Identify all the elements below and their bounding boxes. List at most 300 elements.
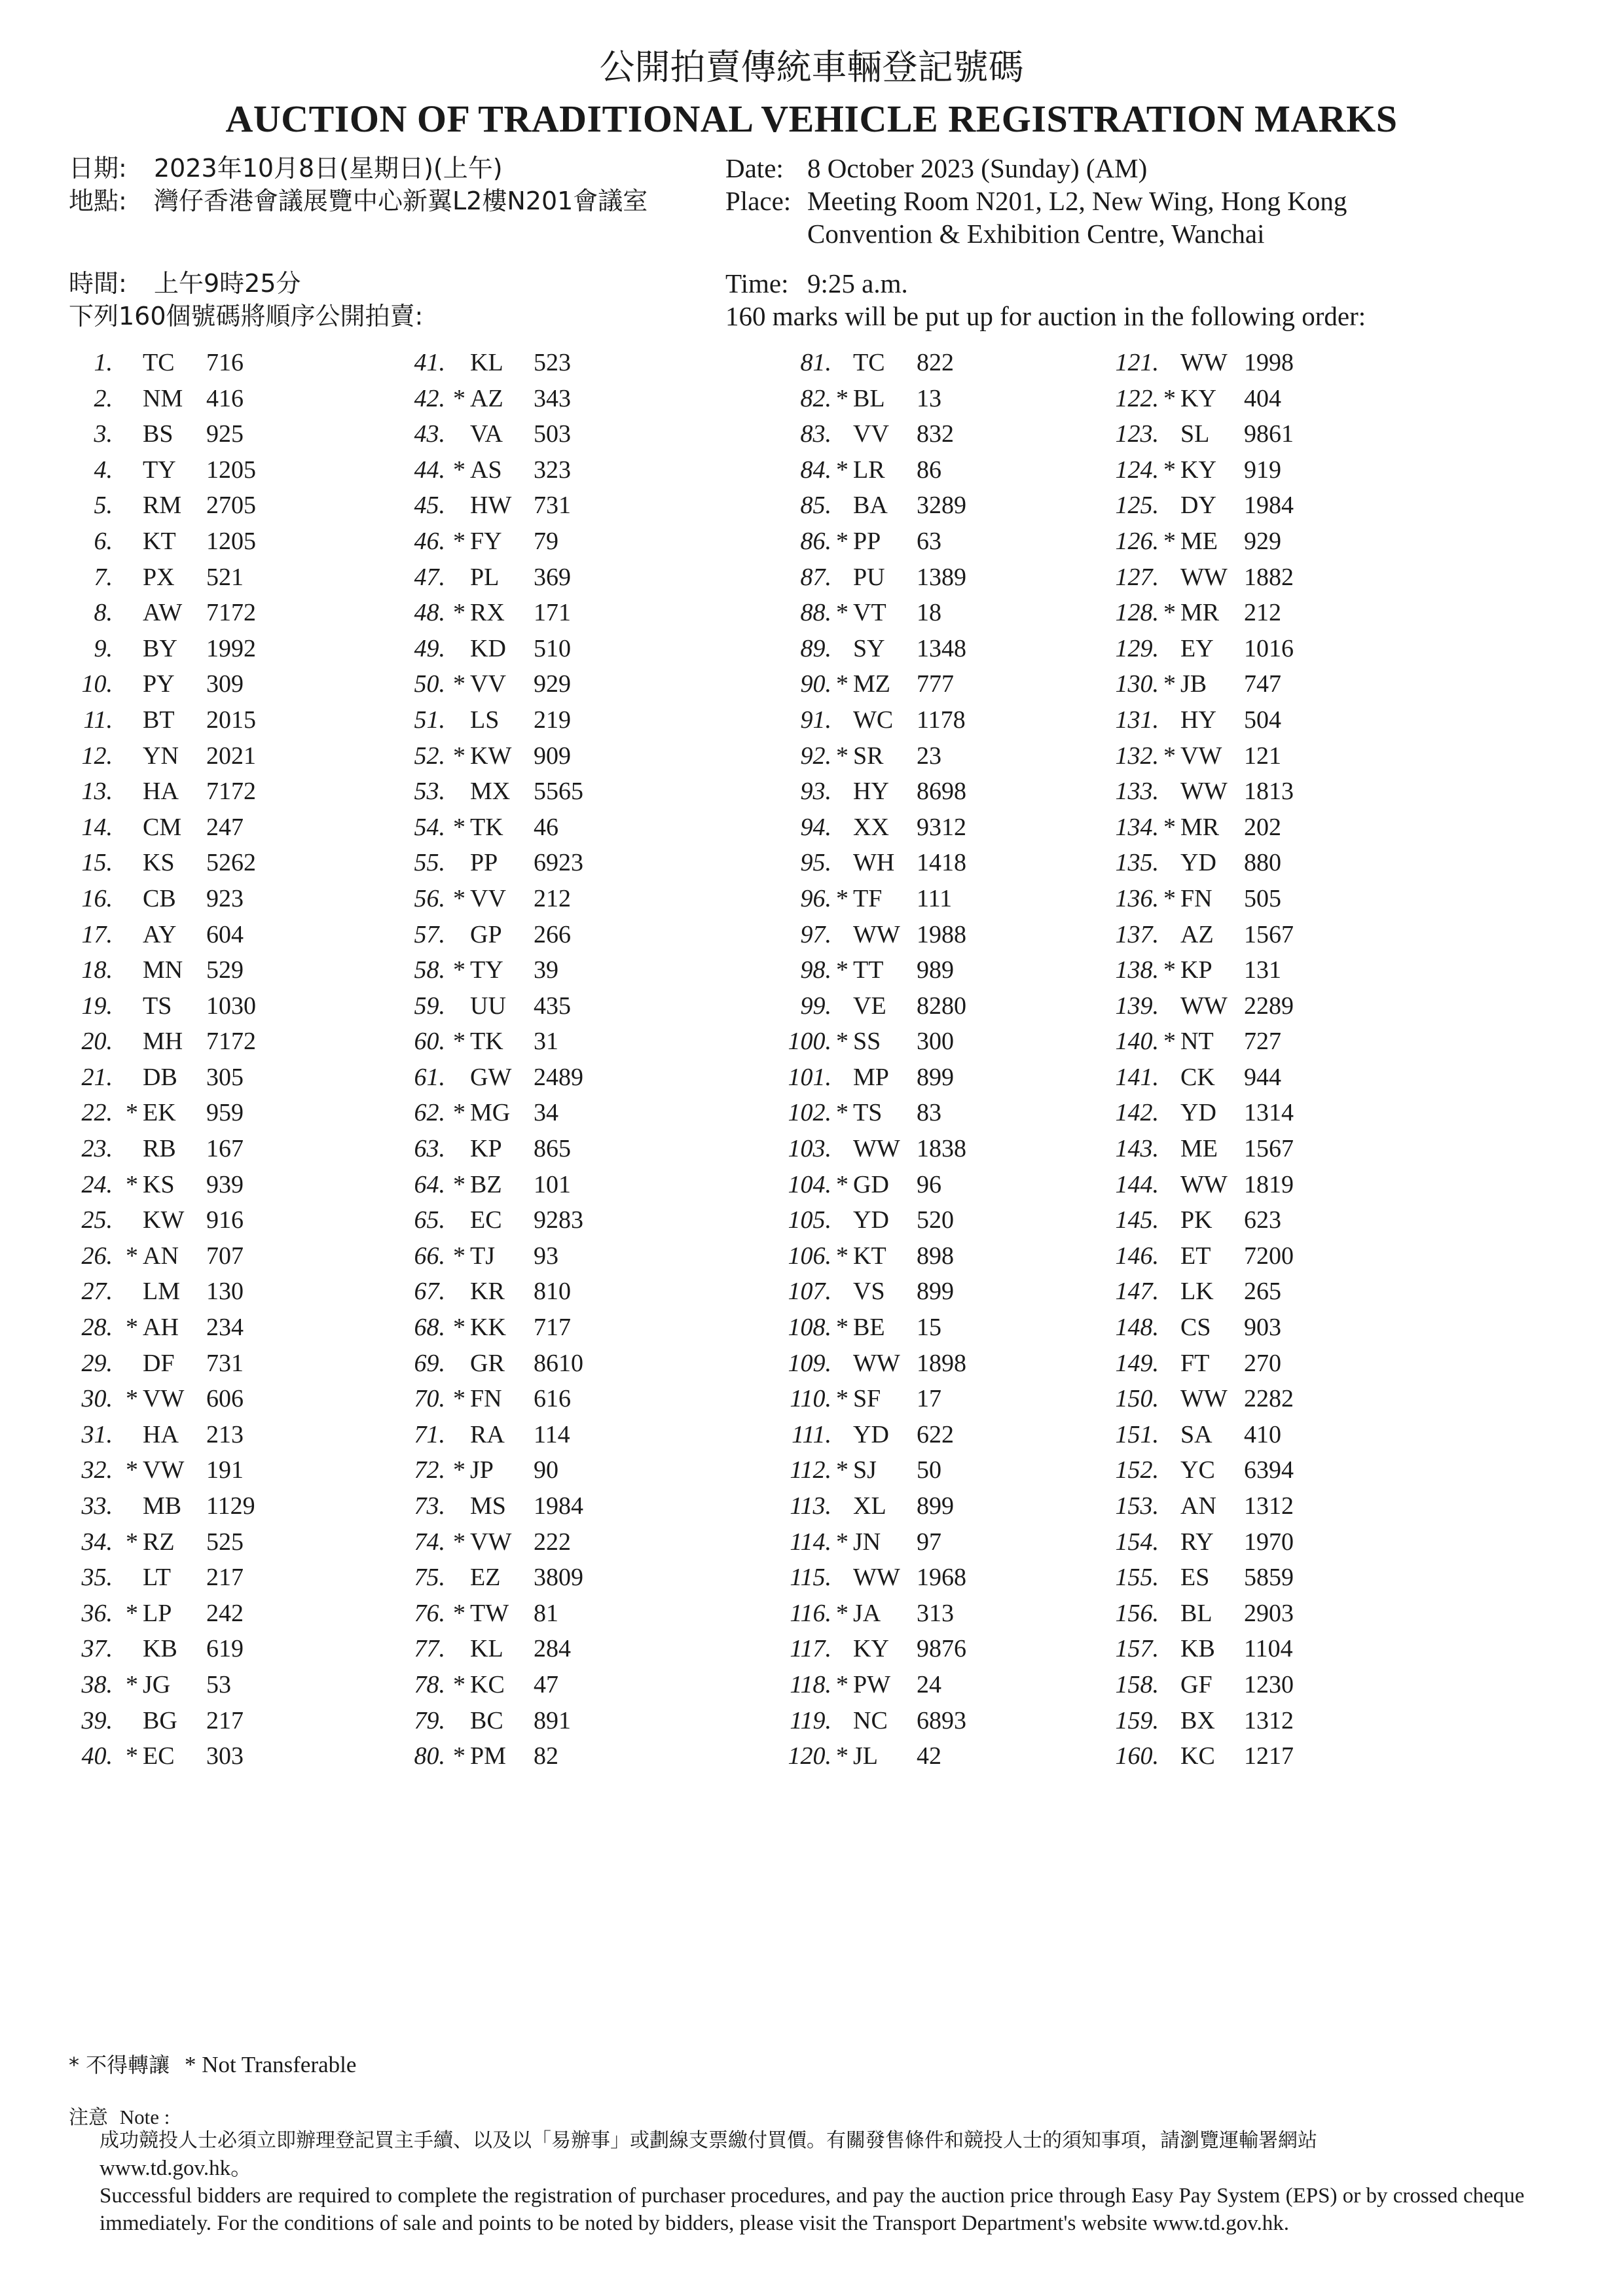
order-text-en: 160 marks will be put up for auction in the following order: — [725, 301, 1366, 331]
mark-row — [717, 1202, 1018, 1238]
mark-row — [717, 381, 1018, 417]
mark-number: 131. — [1115, 706, 1159, 734]
mark-prefix: HY — [1180, 706, 1216, 734]
mark-number: 104. — [788, 1170, 831, 1198]
mark-number: 71. — [414, 1420, 445, 1448]
mark-row — [39, 1417, 340, 1453]
not-transferable-marker: * — [453, 1599, 465, 1627]
mark-prefix: YD — [1180, 849, 1216, 877]
mark-number: 117. — [790, 1635, 831, 1663]
mark-digits: 369 — [534, 563, 571, 591]
mark-row — [39, 1310, 340, 1346]
mark-row — [1048, 631, 1349, 667]
mark-row — [1048, 1488, 1349, 1524]
mark-row — [1048, 1381, 1349, 1417]
mark-number: 25. — [81, 1206, 113, 1234]
note-label-en: Note : — [119, 2106, 170, 2128]
mark-prefix: VA — [470, 420, 503, 448]
mark-prefix: FN — [470, 1385, 502, 1413]
mark-prefix: SF — [853, 1385, 881, 1413]
mark-row — [1048, 1452, 1349, 1488]
not-transferable-marker: * — [453, 1242, 465, 1270]
mark-digits: 284 — [534, 1635, 571, 1663]
mark-row — [39, 1524, 340, 1560]
mark-digits: 1988 — [917, 920, 966, 948]
mark-prefix: EC — [470, 1206, 502, 1234]
mark-number: 62. — [414, 1099, 445, 1127]
mark-row — [1048, 1095, 1349, 1131]
not-transferable-marker: * — [836, 956, 848, 984]
mark-number: 132. — [1115, 742, 1159, 770]
mark-prefix: NM — [143, 384, 183, 412]
mark-number: 136. — [1115, 884, 1159, 912]
time-zh-block — [69, 267, 423, 332]
mark-number: 78. — [414, 1670, 445, 1698]
mark-row — [717, 881, 1018, 917]
place-label-en: Place: — [725, 186, 792, 216]
mark-row — [1048, 1703, 1349, 1739]
mark-prefix: FY — [470, 527, 502, 555]
mark-prefix: MP — [853, 1063, 889, 1091]
mark-number: 65. — [414, 1206, 445, 1234]
mark-row — [367, 881, 668, 917]
mark-prefix: JN — [853, 1528, 881, 1556]
mark-number: 113. — [790, 1492, 831, 1520]
mark-prefix: YN — [143, 742, 179, 770]
mark-row — [39, 1560, 340, 1596]
mark-row — [367, 1524, 668, 1560]
mark-prefix: XL — [853, 1492, 886, 1520]
mark-row — [367, 345, 668, 381]
mark-number: 94. — [800, 813, 831, 841]
mark-digits: 46 — [534, 813, 558, 841]
mark-prefix: UU — [470, 992, 506, 1020]
mark-number: 87. — [800, 563, 831, 591]
mark-digits: 309 — [206, 670, 244, 698]
not-transferable-marker: * — [453, 1528, 465, 1556]
mark-digits: 9283 — [534, 1206, 583, 1234]
mark-prefix: MB — [143, 1492, 182, 1520]
mark-digits: 90 — [534, 1456, 558, 1484]
mark-number: 80. — [414, 1742, 445, 1770]
mark-row — [367, 1631, 668, 1667]
mark-digits: 7172 — [206, 1028, 256, 1056]
mark-prefix: LR — [853, 456, 885, 484]
mark-prefix: DY — [1180, 492, 1216, 520]
mark-prefix: ME — [1180, 1135, 1218, 1163]
time-en-block — [725, 267, 1366, 332]
mark-prefix: PW — [853, 1670, 890, 1698]
mark-digits: 17 — [917, 1385, 941, 1413]
not-transferable-marker: * — [836, 1242, 848, 1270]
mark-number: 129. — [1115, 634, 1159, 662]
mark-row — [367, 1024, 668, 1060]
mark-prefix: CS — [1180, 1314, 1211, 1342]
mark-prefix: VS — [853, 1278, 885, 1306]
mark-digits: 270 — [1244, 1349, 1281, 1377]
mark-digits: 822 — [917, 349, 954, 376]
mark-prefix: TT — [853, 956, 884, 984]
mark-number: 137. — [1115, 920, 1159, 948]
mark-row — [39, 917, 340, 953]
mark-digits: 47 — [534, 1670, 558, 1698]
mark-prefix: SJ — [853, 1456, 877, 1484]
mark-row — [717, 488, 1018, 524]
not-transferable-marker: * — [453, 1314, 465, 1342]
mark-prefix: ET — [1180, 1242, 1211, 1270]
mark-number: 19. — [81, 992, 113, 1020]
mark-row — [367, 595, 668, 631]
mark-row — [367, 1202, 668, 1238]
mark-digits: 510 — [534, 634, 571, 662]
mark-prefix: SL — [1180, 420, 1210, 448]
mark-row — [39, 452, 340, 488]
mark-digits: 891 — [534, 1706, 571, 1734]
mark-digits: 9876 — [917, 1635, 966, 1663]
not-transferable-marker: * — [453, 456, 465, 484]
mark-row — [1048, 666, 1349, 702]
mark-row — [39, 1488, 340, 1524]
mark-prefix: VW — [470, 1528, 512, 1556]
mark-row — [39, 738, 340, 774]
not-transferable-marker: * — [1163, 956, 1176, 984]
mark-row — [1048, 881, 1349, 917]
mark-prefix: KR — [470, 1278, 505, 1306]
mark-prefix: WW — [853, 1564, 900, 1592]
mark-digits: 5859 — [1244, 1564, 1294, 1592]
mark-row — [39, 381, 340, 417]
not-transferable-marker: * — [1163, 742, 1176, 770]
mark-prefix: LT — [143, 1564, 171, 1592]
mark-prefix: MS — [470, 1492, 506, 1520]
mark-number: 31. — [81, 1420, 113, 1448]
mark-row — [717, 952, 1018, 988]
mark-prefix: KW — [470, 742, 512, 770]
mark-row — [367, 488, 668, 524]
mark-prefix: TJ — [470, 1242, 495, 1270]
mark-number: 21. — [81, 1063, 113, 1091]
mark-number: 67. — [414, 1278, 445, 1306]
mark-prefix: CK — [1180, 1063, 1215, 1091]
not-transferable-marker: * — [836, 1670, 848, 1698]
mark-number: 63. — [414, 1135, 445, 1163]
not-transferable-marker: * — [126, 1242, 138, 1270]
mark-number: 128. — [1115, 599, 1159, 627]
mark-number: 3. — [94, 420, 113, 448]
mark-prefix: YD — [1180, 1099, 1216, 1127]
mark-prefix: HA — [143, 1420, 179, 1448]
mark-prefix: RM — [143, 492, 182, 520]
mark-row — [1048, 1131, 1349, 1167]
mark-prefix: WW — [1180, 563, 1228, 591]
mark-row — [717, 1167, 1018, 1203]
mark-digits: 131 — [1244, 956, 1281, 984]
mark-row — [717, 595, 1018, 631]
note-label-zh: 注意 — [69, 2106, 108, 2129]
mark-digits: 410 — [1244, 1420, 1281, 1448]
not-transferable-marker: * — [836, 1099, 848, 1127]
mark-row — [39, 1202, 340, 1238]
mark-digits: 604 — [206, 920, 244, 948]
mark-number: 89. — [800, 634, 831, 662]
mark-prefix: HY — [853, 778, 889, 806]
mark-number: 139. — [1115, 992, 1159, 1020]
mark-number: 82. — [800, 384, 831, 412]
mark-digits: 171 — [534, 599, 571, 627]
mark-digits: 50 — [917, 1456, 941, 1484]
mark-prefix: BC — [470, 1706, 503, 1734]
mark-digits: 1970 — [1244, 1528, 1294, 1556]
mark-row — [367, 1060, 668, 1096]
mark-digits: 898 — [917, 1242, 954, 1270]
mark-prefix: GP — [470, 920, 502, 948]
mark-prefix: PY — [143, 670, 175, 698]
mark-number: 11. — [83, 706, 113, 734]
mark-digits: 1312 — [1244, 1492, 1294, 1520]
mark-row — [717, 1060, 1018, 1096]
mark-row — [717, 345, 1018, 381]
mark-number: 54. — [414, 813, 445, 841]
mark-number: 147. — [1115, 1278, 1159, 1306]
mark-row — [717, 1310, 1018, 1346]
mark-row — [39, 1667, 340, 1703]
note-zh-line2: www.td.gov.hk。 — [100, 2157, 253, 2180]
mark-digits: 623 — [1244, 1206, 1281, 1234]
mark-prefix: MZ — [853, 670, 890, 698]
mark-digits: 404 — [1244, 384, 1281, 412]
mark-prefix: EY — [1180, 634, 1214, 662]
mark-row — [39, 345, 340, 381]
mark-prefix: WW — [853, 1349, 900, 1377]
mark-row — [39, 1631, 340, 1667]
mark-number: 97. — [800, 920, 831, 948]
mark-prefix: ES — [1180, 1564, 1210, 1592]
mark-digits: 217 — [206, 1564, 244, 1592]
mark-prefix: WC — [853, 706, 894, 734]
mark-number: 79. — [414, 1706, 445, 1734]
mark-prefix: VW — [143, 1385, 185, 1413]
mark-number: 126. — [1115, 527, 1159, 555]
mark-prefix: JP — [470, 1456, 494, 1484]
time-label-en: Time: — [725, 268, 789, 298]
mark-prefix: PX — [143, 563, 175, 591]
date-label-zh: 日期: — [69, 154, 127, 183]
not-transferable-marker: * — [1163, 599, 1176, 627]
mark-number: 115. — [790, 1564, 831, 1592]
mark-prefix: KD — [470, 634, 506, 662]
not-transferable-marker: * — [836, 1314, 848, 1342]
mark-number: 55. — [414, 849, 445, 877]
mark-prefix: AZ — [1180, 920, 1214, 948]
mark-row — [1048, 1024, 1349, 1060]
mark-digits: 1968 — [917, 1564, 966, 1592]
mark-prefix: VV — [853, 420, 889, 448]
mark-digits: 1567 — [1244, 1135, 1294, 1163]
mark-number: 56. — [414, 884, 445, 912]
mark-digits: 313 — [917, 1599, 954, 1627]
mark-digits: 265 — [1244, 1278, 1281, 1306]
mark-digits: 944 — [1244, 1063, 1281, 1091]
mark-row — [717, 1524, 1018, 1560]
mark-number: 140. — [1115, 1028, 1159, 1056]
mark-digits: 83 — [917, 1099, 941, 1127]
mark-digits: 1898 — [917, 1349, 966, 1377]
note-en-line2: immediately. For the conditions of sale and points to be noted by bidders, please visit the Transport Department's website www.td.gov.hk. — [100, 2212, 1289, 2235]
mark-prefix: KL — [470, 349, 503, 376]
mark-row — [1048, 1596, 1349, 1632]
mark-prefix: AN — [1180, 1492, 1216, 1520]
mark-prefix: WW — [1180, 1170, 1228, 1198]
mark-number: 124. — [1115, 456, 1159, 484]
mark-row — [39, 845, 340, 881]
mark-digits: 222 — [534, 1528, 571, 1556]
not-transferable-marker: * — [836, 456, 848, 484]
not-transferable-marker: * — [453, 1170, 465, 1198]
mark-digits: 7172 — [206, 778, 256, 806]
mark-digits: 6394 — [1244, 1456, 1294, 1484]
mark-prefix: TF — [853, 884, 883, 912]
mark-prefix: KP — [470, 1135, 502, 1163]
mark-digits: 521 — [206, 563, 244, 591]
mark-digits: 213 — [206, 1420, 244, 1448]
mark-number: 46. — [414, 527, 445, 555]
mark-prefix: NT — [1180, 1028, 1214, 1056]
mark-digits: 7172 — [206, 599, 256, 627]
mark-number: 158. — [1115, 1670, 1159, 1698]
mark-digits: 504 — [1244, 706, 1281, 734]
mark-digits: 903 — [1244, 1314, 1281, 1342]
mark-number: 145. — [1115, 1206, 1159, 1234]
mark-digits: 1984 — [534, 1492, 583, 1520]
mark-digits: 925 — [206, 420, 244, 448]
not-transferable-marker: * — [836, 1599, 848, 1627]
mark-prefix: MG — [470, 1099, 511, 1127]
mark-digits: 923 — [206, 884, 244, 912]
mark-digits: 242 — [206, 1599, 244, 1627]
mark-prefix: RZ — [143, 1528, 175, 1556]
mark-number: 13. — [81, 778, 113, 806]
mark-prefix: YD — [853, 1420, 889, 1448]
mark-number: 101. — [788, 1063, 831, 1091]
mark-prefix: SY — [853, 634, 885, 662]
mark-number: 160. — [1115, 1742, 1159, 1770]
mark-number: 24. — [81, 1170, 113, 1198]
not-transferable-marker: * — [836, 1456, 848, 1484]
mark-digits: 832 — [917, 420, 954, 448]
place-label-zh: 地點: — [69, 187, 127, 215]
mark-number: 12. — [81, 742, 113, 770]
mark-prefix: CB — [143, 884, 176, 912]
mark-row — [39, 488, 340, 524]
mark-row — [367, 738, 668, 774]
mark-row — [717, 1488, 1018, 1524]
mark-prefix: KT — [143, 527, 176, 555]
mark-digits: 6923 — [534, 849, 583, 877]
not-transferable-marker: * — [453, 1456, 465, 1484]
mark-row — [1048, 381, 1349, 417]
mark-prefix: JL — [853, 1742, 878, 1770]
not-transferable-marker: * — [836, 670, 848, 698]
mark-row — [717, 1238, 1018, 1274]
mark-prefix: MX — [470, 778, 511, 806]
mark-row — [39, 1703, 340, 1739]
mark-digits: 899 — [917, 1278, 954, 1306]
mark-row — [367, 1095, 668, 1131]
mark-prefix: TS — [853, 1099, 883, 1127]
mark-digits: 1813 — [1244, 778, 1294, 806]
mark-prefix: SR — [853, 742, 884, 770]
mark-row — [367, 1703, 668, 1739]
mark-row — [717, 988, 1018, 1024]
mark-row — [39, 1024, 340, 1060]
mark-prefix: BG — [143, 1706, 177, 1734]
mark-prefix: HA — [143, 778, 179, 806]
not-transferable-marker: * — [836, 1028, 848, 1056]
mark-number: 85. — [800, 492, 831, 520]
mark-digits: 622 — [917, 1420, 954, 1448]
not-transferable-marker: * — [1163, 456, 1176, 484]
mark-prefix: TC — [853, 349, 885, 376]
mark-row — [367, 917, 668, 953]
not-transferable-marker: * — [1163, 384, 1176, 412]
order-text-zh: 下列160個號碼將順序公開拍賣: — [69, 302, 424, 331]
mark-prefix: RX — [470, 599, 505, 627]
mark-prefix: WW — [853, 1135, 900, 1163]
not-transferable-marker: * — [453, 527, 465, 555]
mark-digits: 1016 — [1244, 634, 1294, 662]
mark-digits: 909 — [534, 742, 571, 770]
mark-prefix: TW — [470, 1599, 509, 1627]
not-transferable-marker: * — [453, 813, 465, 841]
mark-prefix: TC — [143, 349, 175, 376]
mark-row — [39, 1381, 340, 1417]
mark-number: 6. — [94, 527, 113, 555]
mark-number: 95. — [800, 849, 831, 877]
mark-digits: 505 — [1244, 884, 1281, 912]
mark-digits: 217 — [206, 1706, 244, 1734]
mark-digits: 86 — [917, 456, 941, 484]
mark-number: 30. — [81, 1385, 113, 1413]
mark-row — [1048, 845, 1349, 881]
not-transferable-marker: * — [836, 1385, 848, 1413]
mark-digits: 167 — [206, 1135, 244, 1163]
mark-number: 86. — [800, 527, 831, 555]
info-zh-block — [69, 152, 647, 217]
mark-digits: 79 — [534, 527, 558, 555]
mark-digits: 24 — [917, 1670, 941, 1698]
mark-number: 38. — [81, 1670, 113, 1698]
mark-digits: 93 — [534, 1242, 558, 1270]
not-transferable-marker: * — [126, 1670, 138, 1698]
mark-row — [367, 1310, 668, 1346]
not-transferable-marker: * — [836, 384, 848, 412]
mark-prefix: BS — [143, 420, 173, 448]
mark-digits: 266 — [534, 920, 571, 948]
mark-prefix: SS — [853, 1028, 881, 1056]
mark-prefix: KC — [1180, 1742, 1215, 1770]
mark-digits: 53 — [206, 1670, 231, 1698]
date-label-en: Date: — [725, 153, 784, 183]
mark-number: 92. — [800, 742, 831, 770]
mark-row — [1048, 1238, 1349, 1274]
mark-number: 114. — [790, 1528, 831, 1556]
mark-digits: 959 — [206, 1099, 244, 1127]
mark-digits: 880 — [1244, 849, 1281, 877]
mark-number: 153. — [1115, 1492, 1159, 1520]
mark-digits: 1205 — [206, 456, 256, 484]
mark-row — [39, 774, 340, 810]
mark-prefix: KS — [143, 1170, 175, 1198]
